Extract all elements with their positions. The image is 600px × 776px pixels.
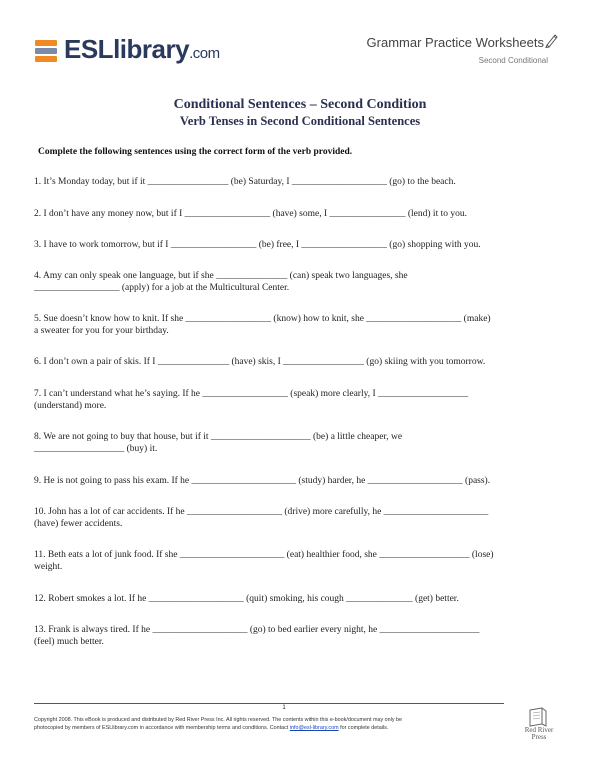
exercise-item <box>34 506 566 530</box>
series-title: Grammar Practice Worksheets <box>366 35 544 50</box>
copyright-notice <box>34 716 504 732</box>
page-number: 1 <box>282 705 286 711</box>
exercise-line: weight. <box>34 562 63 572</box>
exercise-line: a sweater for you for your birthday. <box>34 326 169 336</box>
exercise-line: 7. I can’t understand what he’s saying. If he __________________ (speak) more clearly, I ___________________ <box>34 389 469 399</box>
publisher-name: Red River Press <box>524 726 554 741</box>
instructions: Complete the following sentences using the correct form of the verb provided. <box>38 147 353 157</box>
page-subtitle: Verb Tenses in Second Conditional Sentences <box>179 114 421 128</box>
contact-email-link[interactable]: info@esl-library.com <box>289 725 339 731</box>
exercise-line: 11. Beth eats a lot of junk food. If she ______________________ (eat) healthier food, she ___________________ (lose) <box>34 550 494 560</box>
logo-text: ESLlibrary.com <box>64 34 220 64</box>
esl-library-logo <box>34 34 224 74</box>
footer-divider <box>34 703 504 704</box>
exercise-line: 4. Amy can only speak one language, but if she _______________ (can) speak two languages, she <box>34 271 408 281</box>
exercise-line: 5. Sue doesn’t know how to knit. If she __________________ (know) how to knit, she ____________________ (make) <box>34 314 491 324</box>
exercise-item <box>34 208 566 220</box>
exercise-line: 6. I don’t own a pair of skis. If I _______________ (have) skis, I _________________ (go) skiing with you tomorrow. <box>34 357 486 367</box>
exercise-item <box>34 431 566 455</box>
pencil-icon <box>544 32 560 48</box>
exercise-line: (have) fewer accidents. <box>34 519 123 529</box>
exercise-line: 10. John has a lot of car accidents. If he ____________________ (drive) more carefully, he ______________________ <box>34 507 489 517</box>
exercise-item <box>34 270 566 294</box>
exercise-line: (feel) much better. <box>34 637 104 647</box>
exercise-line: 12. Robert smokes a lot. If he ____________________ (quit) smoking, his cough ______________ (get) better. <box>34 594 459 604</box>
exercise-line: 2. I don’t have any money now, but if I __________________ (have) some, I ________________ (lend) it to you. <box>34 209 467 219</box>
exercise-line: 3. I have to work tomorrow, but if I __________________ (be) free, I __________________ (go) shopping with you. <box>34 240 481 250</box>
exercise-item <box>34 624 566 648</box>
exercise-line: ___________________ (buy) it. <box>34 444 158 454</box>
exercise-line: 8. We are not going to buy that house, but if it _____________________ (be) a little cheaper, we <box>34 432 403 442</box>
copyright-line: Copyright 2008. This eBook is produced and distributed by Red River Press Inc. All rights reserved. The contents within this e-book/document may only be <box>34 717 403 723</box>
exercise-item <box>34 475 566 487</box>
exercise-item <box>34 176 566 188</box>
exercise-item <box>34 239 566 251</box>
exercise-line: 13. Frank is always tired. If he ____________________ (go) to bed earlier every night, he _____________________ <box>34 625 480 635</box>
exercise-item <box>34 356 566 368</box>
book-stack-icon <box>34 36 58 66</box>
exercise-item <box>34 549 566 573</box>
page-title: Conditional Sentences – Second Condition <box>173 97 427 112</box>
exercise-item <box>34 313 566 337</box>
copyright-line: photocopied by members of ESLlibrary.com in accordance with membership terms and conditions. Contact info@esl-library.com for complete details. <box>34 725 389 731</box>
exercise-item <box>34 388 566 412</box>
series-subtitle: Second Conditional <box>478 56 548 65</box>
exercise-line: 9. He is not going to pass his exam. If he ______________________ (study) harder, he ____________________ (pass). <box>34 476 491 486</box>
exercise-line: (understand) more. <box>34 401 107 411</box>
exercise-line: __________________ (apply) for a job at the Multicultural Center. <box>34 283 290 293</box>
exercise-line: 1. It’s Monday today, but if it _________________ (be) Saturday, I ____________________ (go) to the beach. <box>34 177 456 187</box>
exercise-item <box>34 593 566 605</box>
